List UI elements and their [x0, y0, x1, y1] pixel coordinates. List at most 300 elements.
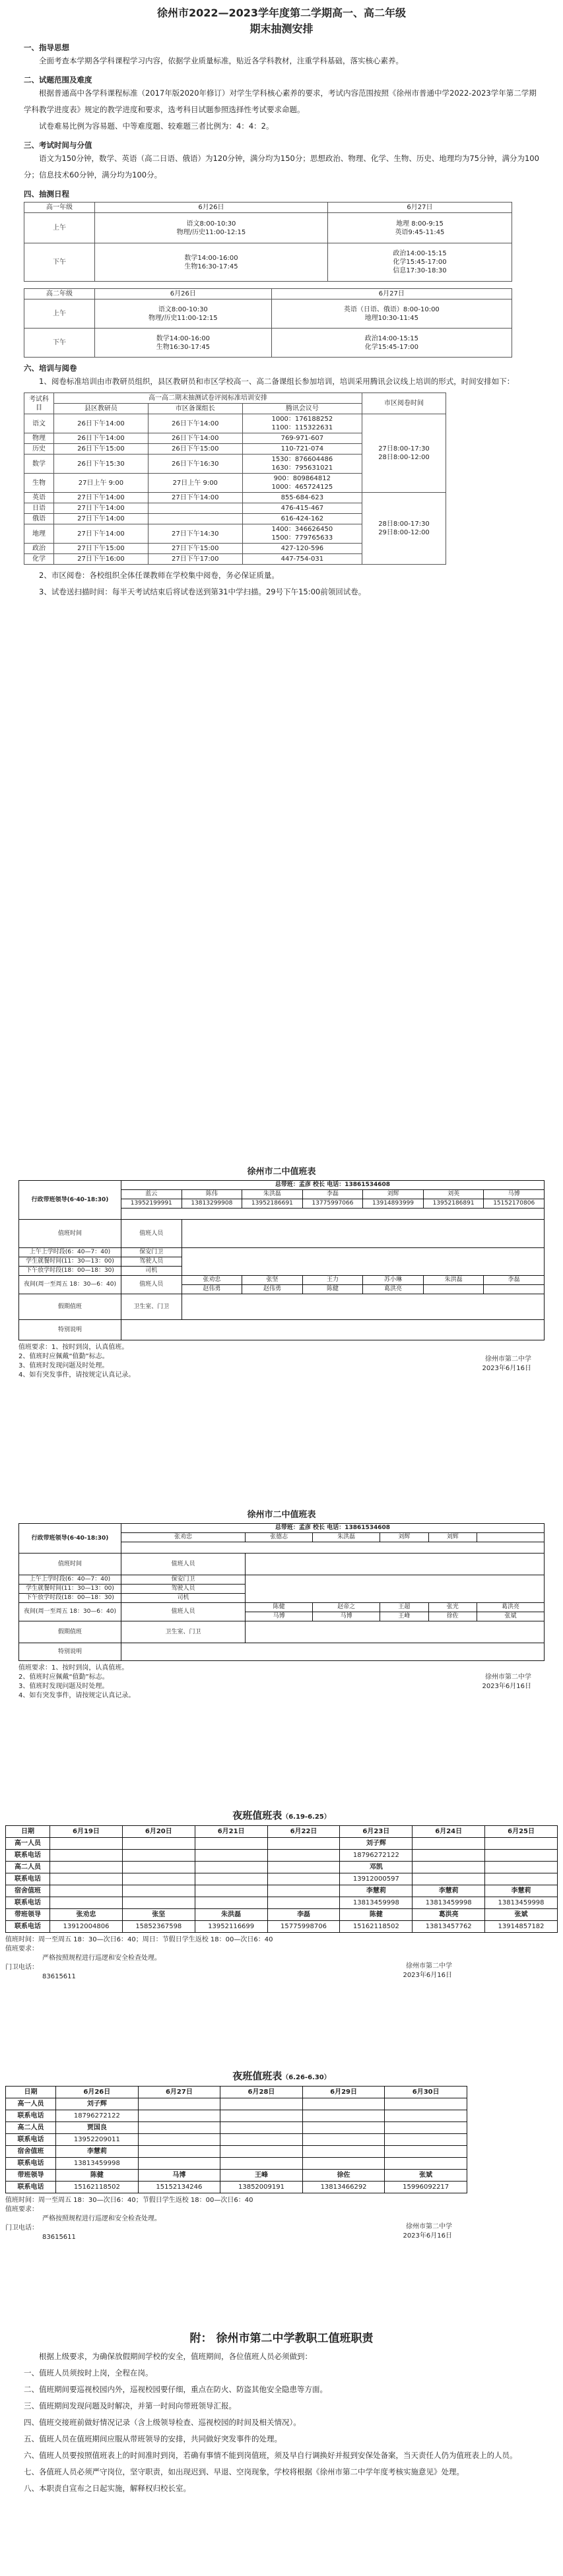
table-row: [6, 1921, 558, 1933]
table-cell: 26日下午16:30: [148, 455, 242, 474]
row-label: 假期值班: [19, 1294, 121, 1320]
table-cell: 110-721-074: [242, 444, 362, 455]
mid-label: 保安门卫: [121, 1575, 246, 1585]
staff-name: 葛洪亮: [363, 1285, 424, 1294]
table-cell: [50, 1897, 123, 1909]
table-cell: [195, 1862, 267, 1873]
night-range: （6.19-6.25）: [282, 1813, 331, 1821]
table-cell: [148, 514, 242, 524]
duty-master: 总带班：孟彦 校长 电话：13861534608: [121, 1524, 545, 1533]
night-title: [5, 2068, 558, 2086]
table-cell: [385, 2158, 467, 2170]
table-cell: [50, 1885, 123, 1897]
note-line: 3、值班时发现问题及时处理。: [18, 1362, 109, 1369]
duty-grid: [18, 1180, 545, 1340]
date-header: 6月30日: [385, 2087, 467, 2098]
duty-title: 徐州市二中值班表: [247, 1510, 316, 1520]
table-cell: [195, 1838, 267, 1850]
table-cell: 27日下午14:00: [54, 503, 149, 514]
table-cell: [267, 1873, 340, 1885]
table-cell: [195, 1885, 267, 1897]
table-cell: 15775998706: [267, 1921, 340, 1933]
staff-name: 马博: [313, 1612, 380, 1621]
table-cell: 26日下午15:00: [148, 444, 242, 455]
section-text: 语文为150分钟，数学、英语（高二日语、俄语）为120分钟，满分均为150分；思想政治、物理、化学、生物、历史、地理均为75分钟，满分为100分；信息技术60分钟，满分均为100分。: [24, 154, 539, 179]
date-cell: 6月26日: [95, 289, 272, 299]
grade-label: 高一年级: [24, 203, 95, 213]
table-cell: [385, 2122, 467, 2134]
row-label: 下午放学时段(18：00—18：30): [19, 1594, 121, 1603]
table-cell: [267, 1838, 340, 1850]
blank-cell: [182, 1248, 544, 1276]
table-cell: 26日下午14:00: [54, 414, 149, 433]
row-label: 特别说明: [19, 1643, 121, 1661]
note-line: 值班要求：: [5, 1945, 38, 1953]
session-item: 政治14:00-15:15: [364, 334, 418, 342]
header-row: [6, 1826, 558, 1838]
session-item: 化学15:45-17:00: [393, 259, 447, 266]
col-header: 市区阅卷时间: [362, 393, 446, 414]
table-row: [6, 1838, 558, 1850]
table-row: [6, 1850, 558, 1862]
note-line: 严格按照规程进行巡逻和安全检查处理。: [42, 2215, 161, 2222]
note-line: 83615611: [42, 1973, 76, 1980]
table-cell: [138, 2122, 220, 2134]
table-cell: 1530：876604486 1630：795631021: [242, 455, 362, 474]
section-heading: 六、培训与阅卷: [24, 363, 77, 373]
table-cell: [302, 2122, 385, 2134]
table-cell: 27日下午17:00: [148, 554, 242, 565]
grade-label: 高二年级: [24, 289, 95, 299]
table-cell: [485, 1873, 558, 1885]
row-label: 宿舍值班: [6, 2146, 56, 2158]
table-cell: 张斌: [485, 1909, 558, 1921]
staff-name: 赵伟勇: [182, 1285, 242, 1294]
table-row: [24, 414, 446, 433]
date-header: 6月19日: [50, 1826, 123, 1838]
table-cell: 化学: [24, 554, 54, 565]
table-cell: [267, 1885, 340, 1897]
appendix-item: 五、值班人员在值班期间应服从带班领导的安排，共同做好突发事件的处理。: [24, 2434, 282, 2443]
duty-table-2: [0, 1507, 563, 1701]
table-cell: 生物: [24, 474, 54, 493]
staff-name: 朱洪磊: [423, 1276, 484, 1285]
table-cell: 李慧莉: [485, 1885, 558, 1897]
mid-label: 驾驶人员: [121, 1257, 182, 1267]
table-cell: [385, 2134, 467, 2146]
col-header: 县区教研员: [54, 404, 149, 414]
table-cell: 26日下午14:00: [148, 414, 242, 433]
table-cell: 27日下午14:00: [54, 524, 149, 544]
session-item: 化学15:45-17:00: [364, 343, 418, 351]
table-cell: [122, 1850, 195, 1862]
table-cell: [302, 2110, 385, 2122]
note-line: 4、如有突发事件，请按规定认真记录。: [18, 1692, 135, 1699]
table-cell: [385, 2146, 467, 2158]
table-cell: [302, 2098, 385, 2110]
table-cell: 27日下午16:00: [54, 554, 149, 565]
row-label: 值班时间: [19, 1554, 121, 1575]
row-label: 联系电话: [6, 1897, 50, 1909]
section-text: 1、阅卷标准培训由市教研员组织，县区教研员和市区学校高一、高二备课组长参加培训，培训采用腾讯会议线上培训的形式，时间安排如下：: [39, 377, 515, 386]
leader-name: 李磊: [302, 1190, 363, 1199]
row-label: 联系电话: [6, 2134, 56, 2146]
table-row: [6, 2170, 467, 2182]
staff-name: 李磊: [484, 1276, 545, 1285]
staff-name: 王超: [380, 1603, 428, 1612]
section-heading: 二、试题范围及难度: [24, 75, 92, 84]
table-cell: 447-754-031: [242, 554, 362, 565]
table-cell: [50, 1838, 123, 1850]
col-header: 高一高二期末抽测试卷评阅标准培训安排: [54, 393, 362, 404]
table-cell: 26日下午15:00: [54, 444, 149, 455]
leader-phone: 13914893999: [363, 1199, 424, 1209]
leader-name: 马博: [484, 1190, 545, 1199]
table-cell: 18796272122: [56, 2110, 139, 2122]
note-line: 2、值班时应佩戴“值勤”标志。: [18, 1674, 109, 1681]
leader-name: 刘辉: [428, 1533, 477, 1542]
table-cell: 13813459998: [485, 1897, 558, 1909]
table-cell: [220, 2098, 303, 2110]
session-cell: [271, 299, 512, 329]
date-header: 6月28日: [220, 2087, 303, 2098]
table-cell: [385, 2110, 467, 2122]
row-label: 夜间(周一至周五 18：30—6：40): [19, 1603, 121, 1621]
table-cell: 13852009191: [220, 2182, 303, 2193]
staff-name: 赵帝之: [313, 1603, 380, 1612]
table-cell: 贾国良: [56, 2122, 139, 2134]
table-cell: 李慧莉: [340, 1885, 413, 1897]
duty-grid: [18, 1523, 545, 1661]
leader-name: 刘英: [423, 1190, 484, 1199]
date-header: 6月24日: [413, 1826, 485, 1838]
col-header: 考试科目: [24, 393, 54, 414]
staff-name: 王峰: [380, 1612, 428, 1621]
appendix-item: 二、值班期间要巡视校园内外，巡视校园要仔细，重点在防火、防盗其他安全隐患等方面。: [24, 2385, 327, 2394]
mid-label: 值班人员: [121, 1554, 246, 1575]
staff-name: 陈健: [302, 1285, 363, 1294]
table-cell: 李慧莉: [56, 2146, 139, 2158]
blank-cell: [246, 1621, 545, 1643]
table-cell: [485, 1862, 558, 1873]
appendix-intro: 根据上级要求，为确保放假期间学校的安全，值班期间，各位值班人员必须做到：: [39, 2352, 312, 2361]
table-cell: 13912000597: [340, 1873, 413, 1885]
table-cell: [267, 1862, 340, 1873]
duty-notes: [18, 1343, 135, 1380]
table-cell: 13813457762: [413, 1921, 485, 1933]
table-cell: 徐佐: [302, 2170, 385, 2182]
row-label: 学生就餐时间(11：30—13：00): [19, 1257, 121, 1267]
leader-name: 陈伟: [182, 1190, 242, 1199]
row-label: 联系电话: [6, 2182, 56, 2193]
table-cell: [122, 1862, 195, 1873]
leader-name: 张劝忠: [121, 1533, 246, 1542]
table-cell: [385, 2098, 467, 2110]
row-label: 上午上学时段(6：40—7：40): [19, 1575, 121, 1585]
date-cell: 6月27日: [271, 289, 512, 299]
duty-footer: [18, 1664, 545, 1701]
note-line: 83615611: [42, 2234, 76, 2241]
staff-name: 陈健: [246, 1603, 313, 1612]
staff-name: 赵伟勇: [242, 1285, 303, 1294]
blank-cell: [121, 1542, 545, 1554]
period-label: 下午: [24, 329, 95, 358]
table-cell: 邓凯: [340, 1862, 413, 1873]
date-cell: 6月26日: [95, 203, 328, 213]
table-cell: 900：809864812 1000：465724125: [242, 474, 362, 493]
duty-footer: [18, 1343, 545, 1380]
table-cell: [138, 2110, 220, 2122]
table-cell: [267, 1850, 340, 1862]
row-label: 联系电话: [6, 2158, 56, 2170]
table-row: [6, 2122, 467, 2134]
note-line: 值班要求：1、按时到岗，认真值班。: [18, 1664, 129, 1672]
session-item: 生物16:30-17:45: [184, 263, 238, 270]
table-cell: 476-415-467: [242, 503, 362, 514]
period-label: 下午: [24, 243, 95, 282]
mid-label: 司机: [121, 1594, 246, 1603]
table-cell: 陈健: [56, 2170, 139, 2182]
row-label: 联系电话: [6, 1921, 50, 1933]
session-cell: [95, 299, 272, 329]
appendix-item: 六、值班人员要按照值班表上的时间准时到岗，若确有事情不能到岗值班，须及早自行调换好并报到安保处备案，当天责任人仍为值班表上的人员。: [24, 2451, 517, 2460]
header-row: [6, 2087, 467, 2098]
mid-label: 保安门卫: [121, 1248, 182, 1257]
night-title-text: 夜班值班表: [232, 1809, 282, 1821]
table-cell: 27日上午 9:00: [148, 474, 242, 493]
mid-label: 卫生室、门卫: [121, 1621, 246, 1643]
appendix-title: 附： 徐州市第二中学教职工值班职责: [189, 2332, 374, 2345]
table-cell: 1000：176188252 1100：115322631: [242, 414, 362, 433]
blank-cell: [121, 1320, 545, 1340]
duty-left-label: 行政带班领导(6·40-18:30): [19, 1524, 121, 1554]
table-cell: [302, 2146, 385, 2158]
date-header: 6月20日: [122, 1826, 195, 1838]
appendix-item: 八、本职责自宣布之日起实施，解释权归校长室。: [24, 2484, 191, 2493]
row-label: 高一人员: [6, 2098, 56, 2110]
table-cell: [195, 1897, 267, 1909]
section-text: 根据普通高中各学科课程标准（2017年版2020年修订）对学生学科核心素养的要求，考试内容范围按照《徐州市普通中学2022-2023学年第二学期学科教学进度表》规定的教学进度和要求，选考科目试题参照选择性考试要求命题。: [24, 88, 537, 114]
leader-phone: 13952186891: [423, 1199, 484, 1209]
mid-label: 驾驶人员: [121, 1585, 246, 1594]
table-cell: 语文: [24, 414, 54, 433]
table-cell: 28日8:00-17:30 29日8:00-12:00: [362, 493, 446, 565]
table-cell: 李慧莉: [413, 1885, 485, 1897]
session-item: 英语9:45-11:45: [395, 228, 445, 236]
session-item: 语文8:00-10:30: [186, 220, 236, 228]
note-line: 3、值班时发现问题及时处理。: [18, 1683, 109, 1690]
note-line: 严格按照规程进行巡逻和安全检查处理。: [42, 1955, 161, 1962]
session-item: 数学14:00-16:00: [156, 334, 210, 342]
table-cell: 俄语: [24, 514, 54, 524]
table-cell: 27日下午15:00: [54, 544, 149, 554]
table-cell: 张坚: [122, 1909, 195, 1921]
appendix-item: 一、值班人员须按时上岗，全程在岗。: [24, 2368, 153, 2377]
night-grid: [5, 1825, 558, 1933]
table-cell: 数学: [24, 455, 54, 474]
session-item: 生物16:30-17:45: [156, 343, 210, 351]
row-label: 夜间(周一至周五 18：30—6：40): [19, 1276, 121, 1294]
table-cell: [50, 1873, 123, 1885]
session-item: 物理/历史11:00-12:15: [176, 228, 246, 236]
row-label: 特别说明: [19, 1320, 121, 1340]
duty-left-label: 行政带班领导(6·40-18:30): [19, 1181, 121, 1220]
leader-phone: 13952186691: [242, 1199, 303, 1209]
leader-name: 朱洪磊: [313, 1533, 380, 1542]
note-line: 2、值班时应佩戴“值勤”标志。: [18, 1353, 109, 1360]
session-cell: [95, 213, 328, 243]
night-table-1: [0, 1807, 563, 1982]
table-row: [6, 2098, 467, 2110]
table-cell: 历史: [24, 444, 54, 455]
table-cell: [220, 2134, 303, 2146]
section-text: 全面考查本学期各学科课程学习内容，依据学业质量标准，贴近各学科教材，注重学科基础，落实核心素养。: [39, 56, 403, 65]
table-cell: 13813459998: [413, 1897, 485, 1909]
row-label: 带班领导: [6, 1909, 50, 1921]
staff-name: 葛洪亮: [477, 1603, 544, 1612]
section-text: 2、市区阅卷：各校组织全体任课教师在学校集中阅卷，务必保证质量。: [39, 571, 279, 580]
table-cell: 15162118502: [56, 2182, 139, 2193]
table-cell: [122, 1838, 195, 1850]
table-cell: 张斌: [385, 2170, 467, 2182]
table-row: [6, 1862, 558, 1873]
table-cell: 朱洪磊: [195, 1909, 267, 1921]
table-cell: 27日下午14:30: [148, 524, 242, 544]
blank-cell: [121, 1209, 545, 1220]
row-label: 学生就餐时间(11：30—13：00): [19, 1585, 121, 1594]
date-header: 6月25日: [485, 1826, 558, 1838]
date-header: 6月22日: [267, 1826, 340, 1838]
table-cell: [138, 2098, 220, 2110]
night-title-text: 夜班值班表: [232, 2070, 282, 2082]
leader-name: 蓝云: [121, 1190, 182, 1199]
duty-table-1: [0, 1164, 563, 1380]
note-line: 值班要求：1、按时到岗，认真值班。: [18, 1344, 129, 1351]
table-cell: 13912004806: [50, 1921, 123, 1933]
date-header: 6月29日: [302, 2087, 385, 2098]
doc-title-line2: 期末抽测安排: [249, 22, 314, 35]
table-row: [6, 2110, 467, 2122]
mid-label: 值班人员: [121, 1603, 246, 1621]
table-cell: [267, 1897, 340, 1909]
row-label: 值班时间: [19, 1220, 121, 1248]
appendix-item: 七、各值班人员必须严守岗位，坚守职责，如出现迟到、早退、空岗现象，学校将根据《徐州市第二中学年度考核实施意见》处理。: [24, 2467, 464, 2476]
table-row: [6, 1897, 558, 1909]
note-line: 值班要求：: [5, 2206, 38, 2213]
table-cell: [220, 2110, 303, 2122]
table-cell: 13952116699: [195, 1921, 267, 1933]
mid-label: 卫生室、门卫: [121, 1294, 182, 1320]
leader-phone: 13813299908: [182, 1199, 242, 1209]
staff-name: 张劝忠: [182, 1276, 242, 1285]
period-label: 上午: [24, 213, 95, 243]
row-label: 宿舍值班: [6, 1885, 50, 1897]
note-line: 门卫电话：: [5, 2224, 38, 2232]
leader-name: 张德志: [246, 1533, 313, 1542]
table-cell: [195, 1873, 267, 1885]
table-cell: 13813466292: [302, 2182, 385, 2193]
exam-arrangement: [0, 5, 563, 600]
table-cell: [485, 1838, 558, 1850]
table-cell: [302, 2134, 385, 2146]
mid-label: 值班人员: [121, 1276, 182, 1294]
section-heading: 一、指导思想: [24, 43, 69, 52]
duty-sign: 徐州市第二中学 2023年6月16日: [482, 1356, 531, 1372]
night-notes: [5, 2196, 253, 2242]
row-label: 高一人员: [6, 1838, 50, 1850]
table-cell: 855-684-623: [242, 493, 362, 503]
table-cell: 李磊: [267, 1909, 340, 1921]
row-label: 带班领导: [6, 2170, 56, 2182]
table-cell: [138, 2158, 220, 2170]
period-label: 上午: [24, 299, 95, 329]
table-cell: 13813459998: [340, 1897, 413, 1909]
section-heading: 四、抽测日程: [24, 189, 69, 199]
session-item: 物理/历史11:00-12:15: [149, 314, 218, 322]
table-row: [6, 1909, 558, 1921]
table-cell: 13914857182: [485, 1921, 558, 1933]
table-cell: 张劝忠: [50, 1909, 123, 1921]
session-cell: [327, 243, 512, 282]
row-label: 联系电话: [6, 1850, 50, 1862]
table-cell: [220, 2122, 303, 2134]
table-cell: 陈健: [340, 1909, 413, 1921]
blank-cell: [182, 1294, 544, 1320]
table-cell: [485, 1850, 558, 1862]
blank-cell: [246, 1575, 545, 1603]
table-cell: [413, 1873, 485, 1885]
table-cell: [220, 2158, 303, 2170]
table-cell: 王峰: [220, 2170, 303, 2182]
staff-name: 张斌: [477, 1612, 544, 1621]
table-cell: [138, 2134, 220, 2146]
table-cell: 26日下午15:30: [54, 455, 149, 474]
mid-label: 司机: [121, 1267, 182, 1276]
blank-cell: [246, 1554, 545, 1575]
note-line: 值班时间：周一至周五 18：30—次日6：40；节假日学生返校 18：00—次日6：40: [5, 2197, 253, 2204]
staff-name: 马博: [246, 1612, 313, 1621]
row-label: 联系电话: [6, 1873, 50, 1885]
appendix-item: 四、值班交接班前做好情况记录（含上级领导检查、巡视校园的时间及相关情况）。: [24, 2418, 301, 2427]
table-cell: 13813459998: [56, 2158, 139, 2170]
session-cell: [95, 329, 272, 358]
session-item: 地理 8:00-9:15: [396, 220, 444, 228]
table-cell: 英语: [24, 493, 54, 503]
date-header: 6月27日: [138, 2087, 220, 2098]
table-cell: [413, 1862, 485, 1873]
table-cell: [50, 1862, 123, 1873]
table-row: [6, 1885, 558, 1897]
session-item: 数学14:00-16:00: [184, 254, 238, 262]
table-cell: 地理: [24, 524, 54, 544]
night-range: （6.26-6.30）: [282, 2074, 331, 2081]
table-row: [24, 493, 446, 503]
mid-label: 值班人员: [121, 1220, 182, 1248]
table-cell: [413, 1850, 485, 1862]
staff-name: 张光: [428, 1603, 477, 1612]
table-cell: 政治: [24, 544, 54, 554]
staff-name: 王力: [302, 1276, 363, 1285]
session-cell: [327, 213, 512, 243]
table-cell: 马博: [138, 2170, 220, 2182]
duty-notes: [18, 1664, 135, 1701]
row-label: 下午放学时段(18：00—18：30): [19, 1267, 121, 1276]
table-cell: 27日下午15:00: [148, 544, 242, 554]
row-label: 联系电话: [6, 2110, 56, 2122]
table-cell: 18796272122: [340, 1850, 413, 1862]
night-grid: [5, 2086, 467, 2193]
date-header: 6月21日: [195, 1826, 267, 1838]
